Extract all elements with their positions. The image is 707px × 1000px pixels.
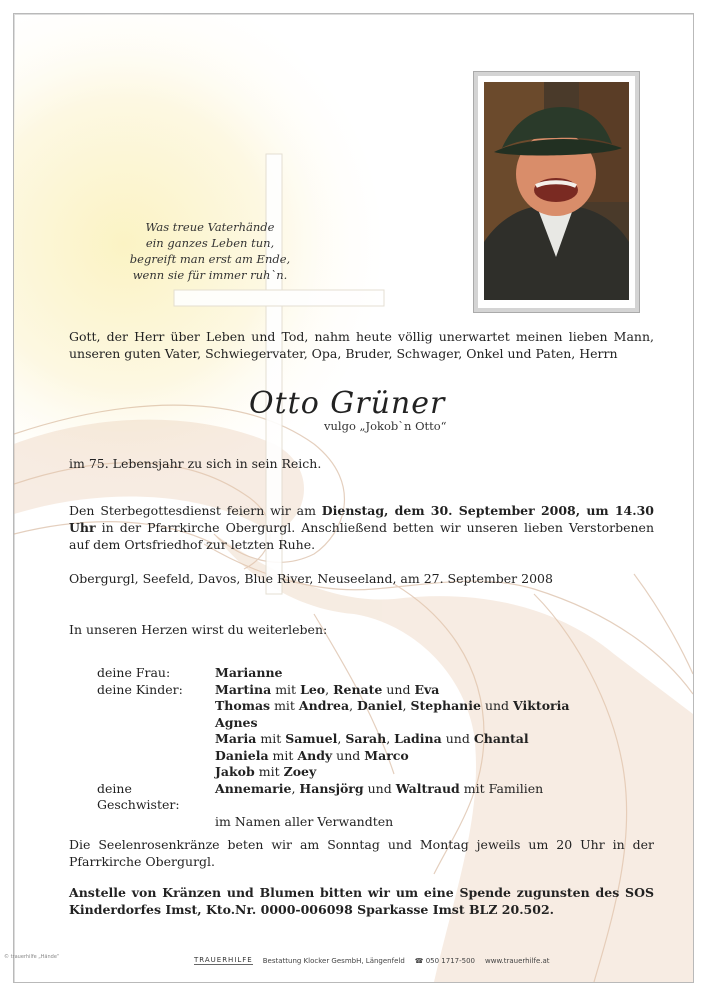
portrait-frame (473, 71, 640, 313)
place-date: Obergurgl, Seefeld, Davos, Blue River, Neuseeland, am 27. September 2008 (69, 571, 553, 586)
relation-label: deine Geschwister: (97, 780, 180, 812)
copyright-note: © trauerhilfe „Hände“ (4, 954, 60, 960)
quote-line: begreift man erst am Ende, (129, 252, 291, 266)
company-name: Bestattung Klocker GesmbH, Längenfeld (262, 956, 405, 965)
family-row (69, 764, 589, 781)
family-names: Martina mit Leo, Renate und Eva (215, 681, 440, 697)
service-text (69, 502, 654, 553)
quote-line: Was treue Vaterhände (145, 220, 275, 234)
family-names: Daniela mit Andy und Marco (215, 747, 409, 763)
age-line: im 75. Lebensjahr zu sich in sein Reich. (69, 456, 322, 471)
family-row (69, 748, 589, 765)
family-row (69, 715, 589, 732)
deceased-name: Otto Grüner (249, 386, 446, 421)
family-list (69, 665, 589, 830)
footer (194, 956, 550, 965)
family-names: Annemarie, Hansjörg und Waltraud mit Familien (215, 780, 544, 796)
family-names: Agnes (215, 714, 258, 730)
relation-label: deine Kinder: (97, 681, 183, 697)
family-row (69, 682, 589, 699)
family-row (69, 731, 589, 748)
website: www.trauerhilfe.at (485, 956, 550, 965)
portrait-photo (484, 82, 629, 300)
family-row (69, 814, 589, 831)
relatives-line: im Namen aller Verwandten (215, 813, 394, 829)
service-post: in der Pfarrkirche Obergurgl. Anschließend betten wir unseren lieben Verstorbenen auf dem Ortsfriedhof zur letzten Ruhe. (69, 520, 654, 552)
quote-line: ein ganzes Leben tun, (145, 236, 275, 250)
family-names: Maria mit Samuel, Sarah, Ladina und Chantal (215, 731, 529, 746)
family-row (69, 698, 589, 715)
service-pre: Den Sterbegottesdienst feiern wir am (69, 503, 322, 518)
deceased-nickname: vulgo „Jokob`n Otto“ (324, 419, 447, 433)
rosary-text: Die Seelenrosenkränze beten wir am Sonntag und Montag jeweils um 20 Uhr in der Pfarrkirche Obergurgl. (69, 837, 654, 869)
trauerhilfe-logo: TRAUERHILFE (194, 956, 253, 964)
phone-number: ☎ 050 1717-500 (414, 956, 475, 965)
relation-label: deine Frau: (97, 665, 171, 680)
family-names: Jakob mit Zoey (215, 764, 317, 779)
donation-text: Anstelle von Kränzen und Blumen bitten wir um eine Spende zugunsten des SOS Kinderdorfes Imst, Kto.Nr. 0000-006098 Sparkasse Imst BLZ 20.502. (69, 885, 654, 917)
family-names: Marianne (215, 665, 283, 680)
intro-text: Gott, der Herr über Leben und Tod, nahm heute völlig unerwartet meinen lieben Mann, unseren guten Vater, Schwiegervater, Opa, Bruder, Schwager, Onkel und Paten, Herrn (69, 329, 654, 361)
service-date: Dienstag, dem 30. September 2008, um 14.30 Uhr (69, 503, 654, 535)
obituary-sheet (13, 13, 694, 983)
hearts-line: In unseren Herzen wirst du weiterleben: (69, 622, 328, 637)
quote-line: wenn sie für immer ruh`n. (132, 268, 288, 282)
family-row (69, 781, 589, 814)
family-row (69, 665, 589, 682)
family-names: Thomas mit Andrea, Daniel, Stephanie und Viktoria (215, 698, 570, 713)
quote (110, 219, 310, 283)
